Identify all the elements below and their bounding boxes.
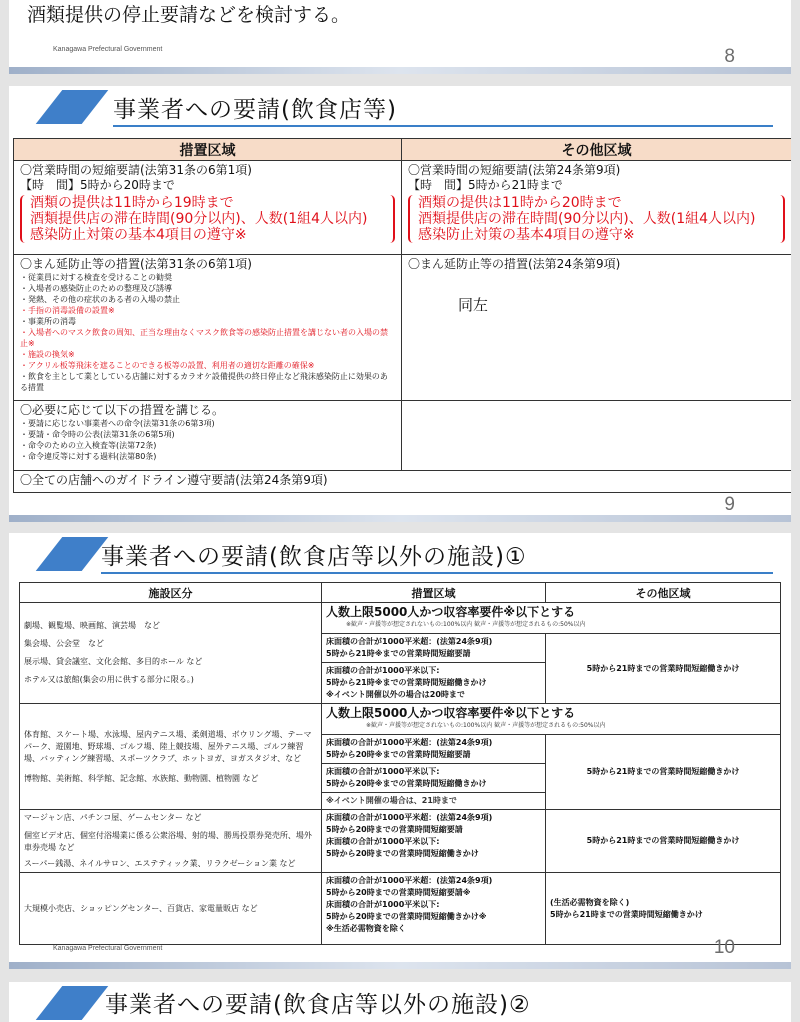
slide8-text: 酒類提供の停止要請などを検討する。	[27, 4, 351, 26]
page-number: 10	[713, 937, 735, 958]
table-cell: 床面積の合計が1000平米以下: 5時から20時※までの営業時間短縮働きかけ	[322, 764, 546, 793]
slide-11	[9, 982, 791, 1022]
slide-9	[9, 86, 791, 522]
table-cell: 5時から21時までの営業時間短縮働きかけ	[546, 634, 781, 704]
list-item: ・ 従業員に対する検査を受けることの勧奨	[20, 272, 395, 283]
table-cell: ※イベント開催の場合は、21時まで	[322, 793, 546, 810]
table-cell: 床面積の合計が1000平米超：(法第24条9項) 5時から21時※までの営業時間短縮要請	[322, 634, 546, 663]
col-header: 措置区域	[322, 583, 546, 603]
table-cell: 5時から21時までの営業時間短縮働きかけ	[546, 810, 781, 873]
list-item: ・ 施設の換気※	[20, 349, 395, 360]
facilities-table	[19, 582, 781, 945]
table-cell: 体育館、スケート場、水泳場、屋内テニス場、柔剣道場、ボウリング場、テーマパーク、遊園地、野球場、ゴルフ場、陸上競技場、屋外テニス場、ゴルフ練習場、バッティング練習場、スポーツクラブ、ホットヨガ、ヨガスタジオ、など 博物館、美術館、科学館、記念館、水族館、動物園、植物園 など	[20, 704, 322, 810]
header-slash-icon	[36, 90, 109, 124]
table-cell: 人数上限5000人かつ収容率要件※以下とする ※歓声・声援等が想定されないもの:100%以内 歓声・声援等が想定されるもの:50%以内	[322, 704, 781, 735]
col-header: その他区域	[402, 139, 792, 161]
col-header: その他区域	[546, 583, 781, 603]
table-cell: (生活必需物資を除く) 5時から21時までの営業時間短縮働きかけ	[546, 873, 781, 945]
slide-8	[9, 0, 791, 74]
slide11-title: 事業者への要請(飲食店等以外の施設)②	[105, 992, 531, 1018]
page-number: 8	[724, 46, 735, 67]
org-name: Kanagawa Prefectural Government	[53, 46, 163, 53]
table-cell: 床面積の合計が1000平米超：(法第24条9項) 5時から20時までの営業時間短縮要請 床面積の合計が1000平米以下: 5時から20時までの営業時間短縮働きかけ	[322, 810, 546, 873]
slide-header	[9, 533, 791, 577]
list-item: ・ 飲食を主として業としている店舗に対するカラオケ設備提供の終日停止など飛沫感染防止に効果のある措置	[20, 371, 395, 393]
table-cell: 床面積の合計が1000平米以下: 5時から21時※までの営業時間短縮働きかけ ※イベント開催以外の場合は20時まで	[322, 663, 546, 704]
table-cell: 大規模小売店、ショッピングセンター、百貨店、家電量販店 など	[20, 873, 322, 945]
header-slash-icon	[36, 986, 109, 1020]
page-number: 9	[724, 494, 735, 515]
col-header: 施設区分	[20, 583, 322, 603]
table-cell: 〇まん延防止等の措置(法第24条第9項) 同左	[402, 255, 792, 401]
col-header: 措置区域	[14, 139, 402, 161]
slide-header	[9, 86, 791, 130]
table-cell: 〇全ての店舗へのガイドライン遵守要請(法第24条第9項)	[14, 471, 792, 493]
table-cell: 劇場、観覧場、映画館、演芸場 など 集会場、公会堂 など 展示場、貸会議室、文化会館、多目的ホール など ホテル又は旅館(集会の用に供する部分に限る。)	[20, 603, 322, 704]
slide-10	[9, 533, 791, 969]
list-item: ・ 手指の消毒設備の設置※	[20, 305, 395, 316]
table-cell: マージャン店、パチンコ屋、ゲームセンター など 個室ビデオ店、個室付浴場業に係る公衆浴場、射的場、勝馬投票券発売所、場外車券売場 など スーパー銭湯、ネイルサロン、エステティック業、リラクゼーション業 など	[20, 810, 322, 873]
list-item: ・ アクリル板等飛沫を遮ることのできる板等の設置、利用者の適切な距離の確保※	[20, 360, 395, 371]
slide9-title: 事業者への要請(飲食店等)	[113, 97, 397, 123]
table-cell: 〇必要に応じて以下の措置を講じる。 ・ 要請に応じない事業者への命令(法第31条の6第3項) ・ 要請・命令時の公表(法第31条の6第5項) ・ 命令のための立入検査等(法第72条) ・ 命令違反等に対する過料(法第80条)	[14, 401, 402, 471]
list-item: ・ 発熱、その他の症状のある者の入場の禁止	[20, 294, 395, 305]
list-item: ・ 入場者へのマスク飲食の周知、正当な理由なくマスク飲食等の感染防止措置を講じない者の入場の禁止※	[20, 327, 395, 349]
org-name: Kanagawa Prefectural Government	[53, 945, 163, 952]
list-item: ・ 事業所の消毒	[20, 316, 395, 327]
table-cell: 〇まん延防止等の措置(法第31条の6第1項) ・ 従業員に対する検査を受けることの勧奨 ・ 入場者の感染防止のための整理及び誘導 ・ 発熱、その他の症状のある者の入場の禁止 ・ 手指の消毒設備の設置※ ・ 事業所の消毒 ・ 入場者へのマスク飲食の周知、正当な理由なくマスク飲食等の感染防止措置を講じない者の入場の禁止※ ・ 施設の換気※ ・ アクリル板等飛沫を遮ることのできる板等の設置、利用者の適切な距離の確保※ ・ 飲食を主として業としている店舗に対するカラオケ設備提供の終日停止など飛沫感染防止に効果のある措置	[14, 255, 402, 401]
measures-table	[13, 138, 791, 493]
table-cell: 〇営業時間の短縮要請(法第31条の6第1項) 【時 間】5時から20時まで 酒類の提供は11時から19時まで 酒類提供店の滞在時間(90分以内)、人数(1組4人以内) 感染防止対策の基本4項目の遵守※	[14, 161, 402, 255]
table-cell: 床面積の合計が1000平米超：(法第24条9項) 5時から20時までの営業時間短縮要請※ 床面積の合計が1000平米以下: 5時から20時までの営業時間短縮働きかけ※ ※生活必需物資を除く	[322, 873, 546, 945]
table-cell: 〇営業時間の短縮要請(法第24条第9項) 【時 間】5時から21時まで 酒類の提供は11時から20時まで 酒類提供店の滞在時間(90分以内)、人数(1組4人以内) 感染防止対策の基本4項目の遵守※	[402, 161, 792, 255]
slide10-title: 事業者への要請(飲食店等以外の施設)①	[101, 544, 527, 570]
header-slash-icon	[36, 537, 109, 571]
table-cell: 人数上限5000人かつ収容率要件※以下とする ※歓声・声援等が想定されないもの:100%以内 歓声・声援等が想定されるもの:50%以内	[322, 603, 781, 634]
table-cell: 床面積の合計が1000平米超：(法第24条9項) 5時から20時※までの営業時間短縮要請	[322, 735, 546, 764]
measure-list	[20, 272, 395, 393]
table-cell: 5時から21時までの営業時間短縮働きかけ	[546, 735, 781, 810]
list-item: ・ 入場者の感染防止のための整理及び誘導	[20, 283, 395, 294]
